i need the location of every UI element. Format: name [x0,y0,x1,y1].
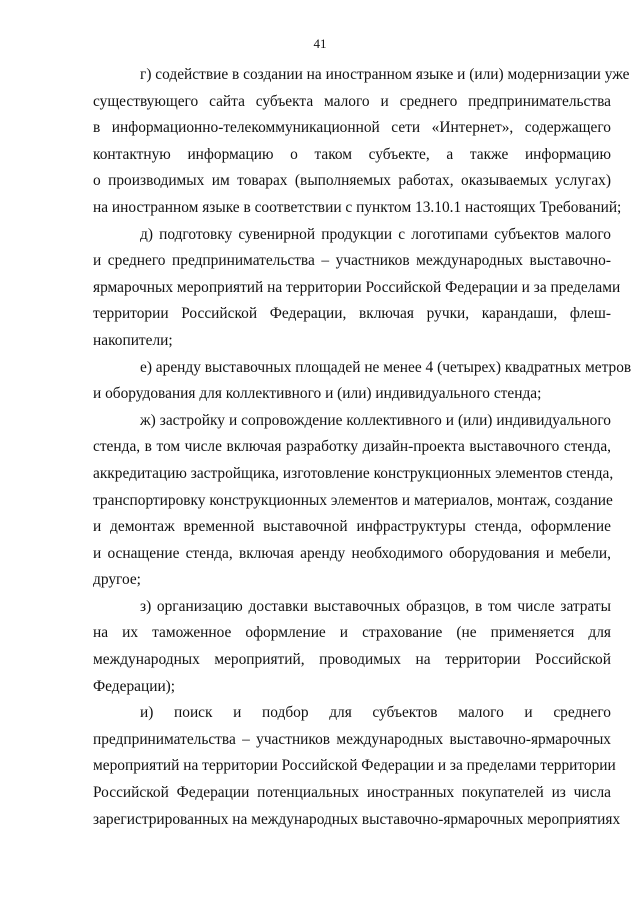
paragraph-line: аккредитацию застройщика, изготовление конструкционных элементов стенда, [93,464,614,482]
paragraph-line: в информационно-телекоммуникационной сети «Интернет», содержащего [93,119,611,137]
paragraph-line: и демонтаж временной выставочной инфраструктуры стенда, оформление [93,518,611,536]
paragraph-line: и оборудования для коллективного и (или) индивидуального стенда; [93,385,542,403]
paragraph-line: ярмарочных мероприятий на территории Российской Федерации и за пределами [93,278,621,296]
paragraph-line: д) подготовку сувенирной продукции с логотипами субъектов малого [140,225,611,243]
paragraph [93,355,632,408]
paragraph [93,594,611,700]
paragraph-line: зарегистрированных на международных выставочно-ярмарочных мероприятиях [93,810,621,828]
paragraph-line: территории Российской Федерации, включая ручки, карандаши, флеш- [93,305,611,323]
paragraph-line: о производимых им товарах (выполняемых работах, оказываемых услугах) [93,172,611,190]
paragraph-line: на иностранном языке в соответствии с пунктом 13.10.1 настоящих Требований; [93,198,622,216]
paragraph [93,222,621,355]
paragraph-line: Российской Федерации потенциальных иностранных покупателей из числа [93,784,611,802]
paragraph [93,62,630,222]
page-number: 41 [313,36,327,51]
document-body [93,62,632,833]
paragraph-line: на их таможенное оформление и страхование (не применяется для [93,624,611,642]
paragraph-line: з) организацию доставки выставочных образцов, в том числе затраты [140,597,611,615]
paragraph-line: мероприятий на территории Российской Федерации и за пределами территории [93,757,616,775]
paragraph-line: и оснащение стенда, включая аренду необходимого оборудования и мебели, [93,544,611,562]
paragraph-line: другое; [93,571,141,589]
paragraph-line: существующего сайта субъекта малого и среднего предпринимательства [93,92,611,110]
paragraph-line: контактную информацию о таком субъекте, а также информацию [93,145,611,163]
paragraph-line: транспортировку конструкционных элементов и материалов, монтаж, создание [93,491,613,509]
paragraph-line: и среднего предпринимательства – участников международных выставочно- [93,252,611,270]
paragraph-line: Федерации); [93,677,176,695]
paragraph-line: международных мероприятий, проводимых на территории Российской [93,651,611,669]
paragraph-line: стенда, в том числе включая разработку дизайн-проекта выставочного стенда, [93,438,611,456]
paragraph [93,700,621,833]
paragraph-line: предпринимательства – участников международных выставочно-ярмарочных [93,730,611,748]
paragraph-line: накопители; [93,331,173,349]
paragraph-line: е) аренду выставочных площадей не менее 4 (четырех) квадратных метров [140,358,632,376]
paragraph [93,408,614,594]
paragraph-line: ж) застройку и сопровождение коллективного и (или) индивидуального [140,411,611,429]
paragraph-line: г) содействие в создании на иностранном языке и (или) модернизации уже [140,66,630,83]
paragraph-line: и) поиск и подбор для субъектов малого и среднего [140,704,611,722]
